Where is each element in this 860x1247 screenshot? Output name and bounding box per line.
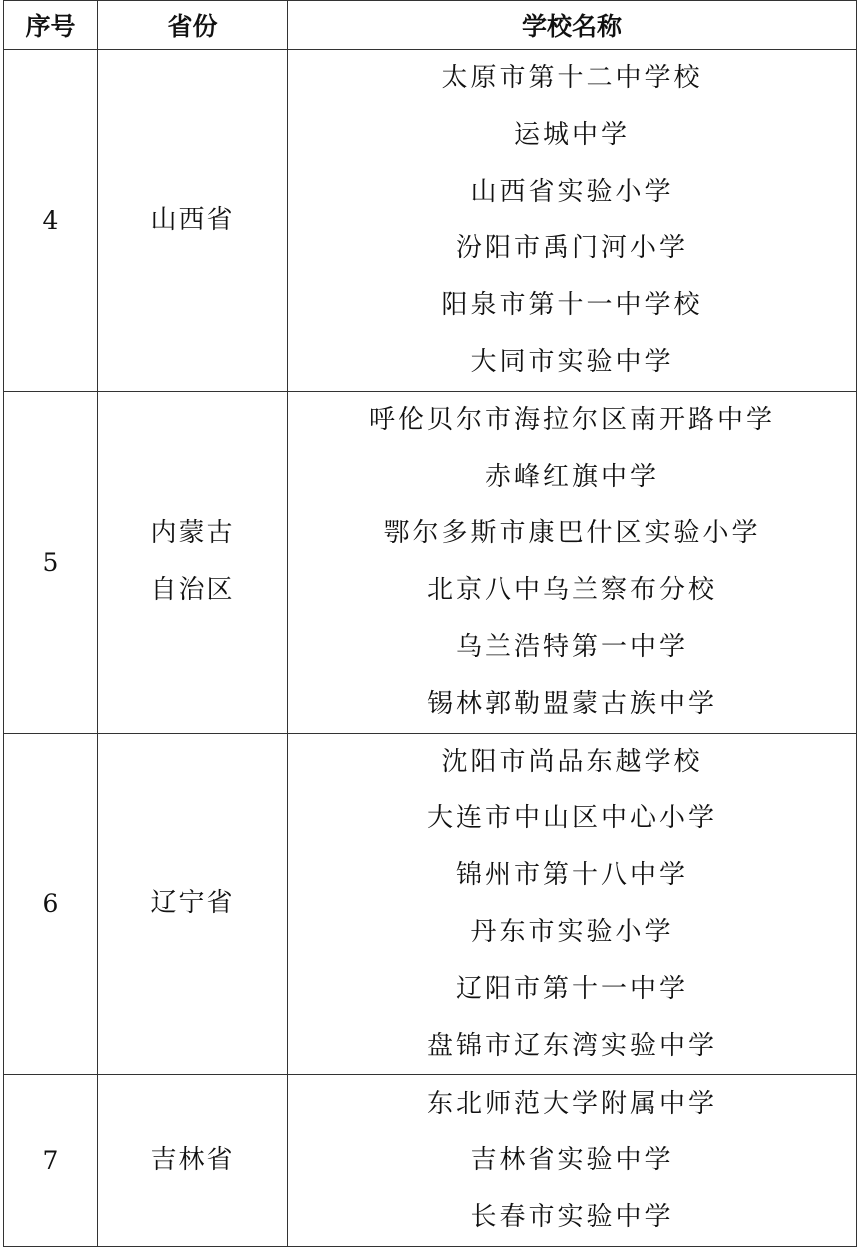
school-name: 乌兰浩特第一中学	[455, 631, 688, 662]
table-row	[4, 391, 857, 733]
row-province	[98, 1075, 288, 1247]
table-header-row	[4, 1, 857, 50]
province-line: 山西省	[150, 204, 235, 235]
header-school-name: 学校名称	[288, 1, 857, 50]
row-index: 6	[4, 733, 98, 1075]
header-index: 序号	[4, 1, 98, 50]
table-row	[4, 733, 857, 1075]
row-province	[98, 733, 288, 1075]
school-name: 盘锦市辽东湾实验中学	[426, 1030, 717, 1061]
row-index: 4	[4, 50, 98, 392]
row-index: 7	[4, 1075, 98, 1247]
school-name: 赤峰红旗中学	[484, 461, 659, 492]
school-name: 丹东市实验小学	[470, 916, 674, 947]
school-name: 大同市实验中学	[470, 346, 674, 377]
school-name: 鄂尔多斯市康巴什区实验小学	[383, 518, 761, 549]
province-line: 自治区	[150, 575, 235, 606]
school-name: 长春市实验中学	[470, 1202, 674, 1233]
school-name: 呼伦贝尔市海拉尔区南开路中学	[368, 404, 775, 435]
school-name: 北京八中乌兰察布分校	[426, 575, 717, 606]
school-name: 东北师范大学附属中学	[426, 1088, 717, 1119]
school-name: 大连市中山区中心小学	[426, 803, 717, 834]
row-schools	[288, 391, 857, 733]
row-province	[98, 50, 288, 392]
school-name: 吉林省实验中学	[470, 1145, 674, 1176]
header-province: 省份	[98, 1, 288, 50]
province-line: 内蒙古	[150, 518, 235, 549]
school-name: 山西省实验小学	[470, 176, 674, 207]
row-index: 5	[4, 391, 98, 733]
province-line: 吉林省	[150, 1145, 235, 1176]
school-name: 锡林郭勒盟蒙古族中学	[426, 688, 717, 719]
school-name: 运城中学	[513, 119, 630, 150]
table-row	[4, 1075, 857, 1247]
school-name: 阳泉市第十一中学校	[441, 290, 703, 321]
school-name: 汾阳市禹门河小学	[455, 233, 688, 264]
school-name: 沈阳市尚品东越学校	[441, 746, 703, 777]
school-name: 锦州市第十八中学	[455, 860, 688, 891]
table-row	[4, 50, 857, 392]
row-schools	[288, 733, 857, 1075]
province-line: 辽宁省	[150, 888, 235, 919]
row-province	[98, 391, 288, 733]
row-schools	[288, 50, 857, 392]
school-name: 辽阳市第十一中学	[455, 973, 688, 1004]
school-list-table	[3, 0, 857, 1247]
row-schools	[288, 1075, 857, 1247]
school-name: 太原市第十二中学校	[441, 63, 703, 93]
